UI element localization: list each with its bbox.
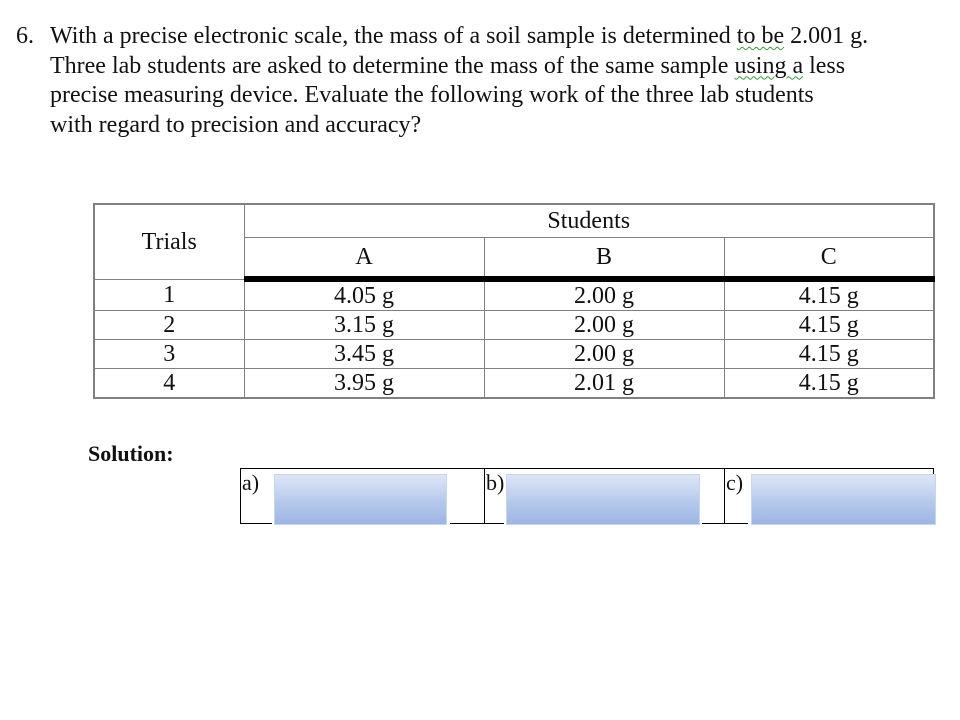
answer-frame-top: [240, 468, 934, 469]
answer-cover-b[interactable]: [506, 474, 700, 525]
answer-underline: [724, 523, 748, 524]
answer-boxes: [240, 468, 934, 524]
answer-label-c: c): [726, 470, 744, 495]
question-line-4: with regard to precision and accuracy?: [50, 111, 422, 138]
question-number: 6.: [16, 23, 34, 49]
measurements-table: [93, 203, 935, 399]
trial-number: 1: [94, 279, 244, 311]
question-line-2: [50, 52, 868, 82]
trial-number: 3: [94, 340, 244, 369]
mass-value: 3.15 g: [244, 311, 484, 340]
answer-cover-c[interactable]: [751, 474, 936, 525]
grammar-squiggle-text: to be: [736, 23, 785, 49]
answer-label-a: a): [242, 470, 260, 495]
mass-value: 4.15 g: [724, 340, 934, 369]
answer-divider: [240, 468, 241, 524]
grammar-squiggle-text: using a: [734, 52, 804, 79]
trial-number: 4: [94, 369, 244, 399]
mass-value: 3.95 g: [244, 369, 484, 399]
answer-divider: [724, 468, 725, 524]
trials-header: Trials: [94, 204, 244, 279]
question-line-3: precise measuring device. Evaluate the following work of the three lab students: [50, 82, 814, 108]
column-header-b: B: [484, 238, 724, 280]
mass-value: 3.45 g: [244, 340, 484, 369]
answer-divider: [484, 468, 485, 524]
mass-value: 4.15 g: [724, 369, 934, 399]
question-line-2-start: Three lab students are asked to determine the mass of the same sample: [50, 52, 735, 79]
trial-number: 2: [94, 311, 244, 340]
students-header: Students: [244, 204, 934, 238]
column-header-c: C: [724, 238, 934, 280]
answer-underline: [450, 523, 484, 524]
question-line-1-start: With a precise electronic scale, the mass of a soil sample is determined: [50, 23, 737, 49]
question-line-1-end: 2.001 g.: [784, 23, 869, 49]
table-row: [94, 279, 934, 311]
mass-value: 4.15 g: [724, 311, 934, 340]
answer-underline: [484, 523, 504, 524]
question-line-1: [50, 22, 868, 52]
solution-label: Solution:: [88, 441, 174, 466]
mass-value: 4.05 g: [244, 279, 484, 311]
question-line-2-end: less: [803, 52, 846, 79]
answer-underline: [240, 523, 272, 524]
mass-value: 4.15 g: [724, 279, 934, 311]
answer-divider: [933, 468, 934, 474]
answer-label-b: b): [486, 470, 505, 495]
answer-underline: [702, 523, 724, 524]
table-header-row: [94, 204, 934, 238]
mass-value: 2.00 g: [484, 340, 724, 369]
column-header-a: A: [244, 238, 484, 280]
mass-value: 2.01 g: [484, 369, 724, 399]
table-row: [94, 311, 934, 340]
mass-value: 2.00 g: [484, 311, 724, 340]
question-text: [50, 22, 868, 140]
table-row: [94, 340, 934, 369]
answer-cover-a[interactable]: [274, 474, 447, 525]
mass-value: 2.00 g: [484, 279, 724, 311]
table-row: [94, 369, 934, 399]
